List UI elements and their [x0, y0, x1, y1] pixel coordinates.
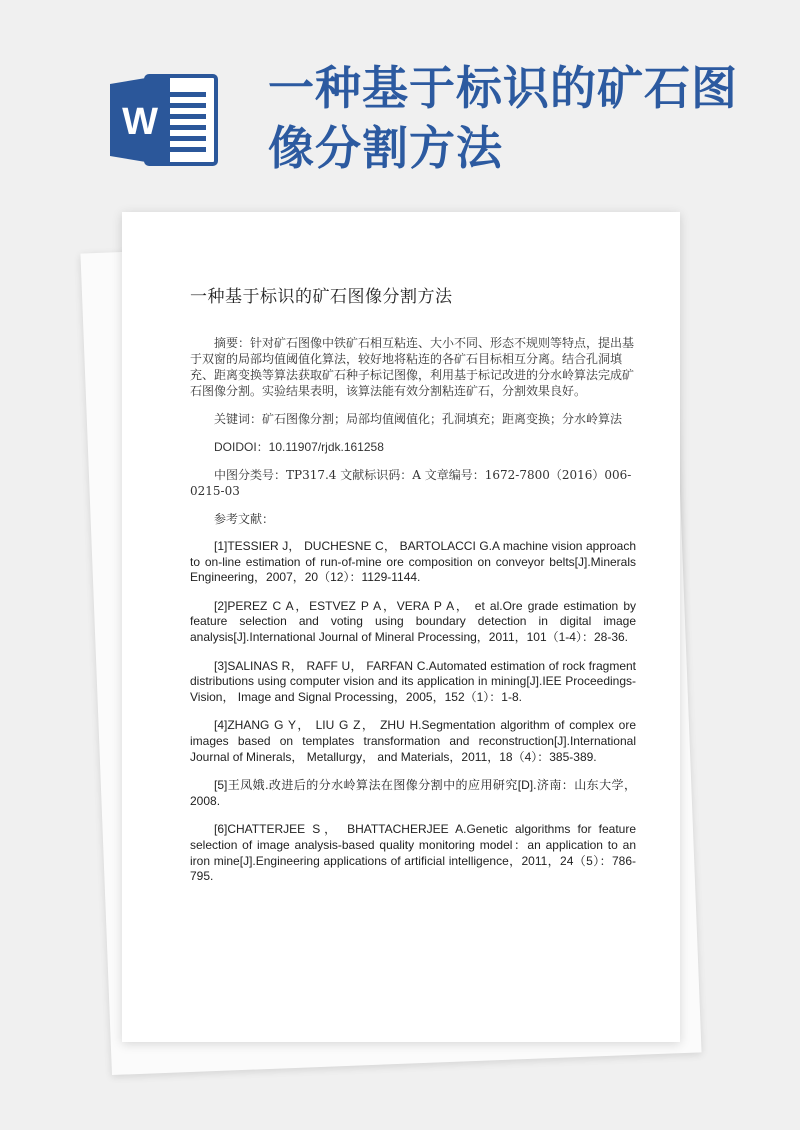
reference-item: [5]王凤娥.改进后的分水岭算法在图像分割中的应用研究[D].济南：山东大学，2008. — [190, 778, 636, 808]
keywords: 关键词：矿石图像分割；局部均值阈值化；孔洞填充；距离变换；分水岭算法 — [214, 412, 623, 426]
paper-sheet — [122, 212, 680, 1042]
reference-item: [2]PEREZ C A，ESTVEZ P A，VERA P A， et al.Ore grade estimation by feature selection and voting using boundary detection in digital image analysis[J].International Journal of Mineral Processing，2011，101（1-4）：28-36. — [190, 598, 636, 644]
reference-item: [3]SALINAS R， RAFF U， FARFAN C.Automated estimation of rock fragment distributions using computer vision and its application in mining[J].IEE Proceedings-Vision， Image and Signal Processing，2005，152（1）：1-8. — [190, 658, 636, 704]
reference-item: [4]ZHANG G Y， LIU G Z， ZHU H.Segmentation algorithm of complex ore images based on templates transformation and reconstruction[J].International Journal of Minerals， Metallurgy， and Materials，2011，18（4）：385-389. — [190, 718, 636, 764]
word-document-icon — [108, 70, 220, 170]
paper-title: 一种基于标识的矿石图像分割方法 — [190, 287, 453, 307]
reference-item: [6]CHATTERJEE S， BHATTACHERJEE A.Genetic algorithms for feature selection of image analysis-based quality monitoring model：an application to an iron mine[J].Engineering applications of artificial intelligence，2011，24（5）：786-795. — [190, 822, 636, 884]
reference-item: [1]TESSIER J， DUCHESNE C， BARTOLACCI G.A machine vision approach to on-line estimation of run-of-mine ore composition on conveyor belts[J].Minerals Engineering，2007，20（12）：1129-1144. — [190, 539, 636, 585]
document-title: 一种基于标识的矿石图像分割方法 — [268, 61, 738, 175]
abstract: 摘要：针对矿石图像中铁矿石相互粘连、大小不同、形态不规则等特点，提出基于双窗的局部均值阈值化算法，较好地将粘连的各矿石目标相互分离。结合孔洞填充、距离变换等算法获取矿石种子标记图像，利用基于标记改进的分水岭算法完成矿石图像分割。实验结果表明，该算法能有效分割粘连矿石，分割效果良好。 — [190, 336, 635, 398]
references-heading: 参考文献： — [214, 512, 275, 526]
svg-text:W: W — [122, 101, 158, 143]
classification: 中图分类号：TP317.4 文献标识码：A 文章编号：1672-7800（2016）006-0215-03 — [190, 468, 632, 498]
doi: DOIDOI：10.11907/rjdk.161258 — [214, 440, 384, 454]
paper-content — [190, 282, 636, 898]
